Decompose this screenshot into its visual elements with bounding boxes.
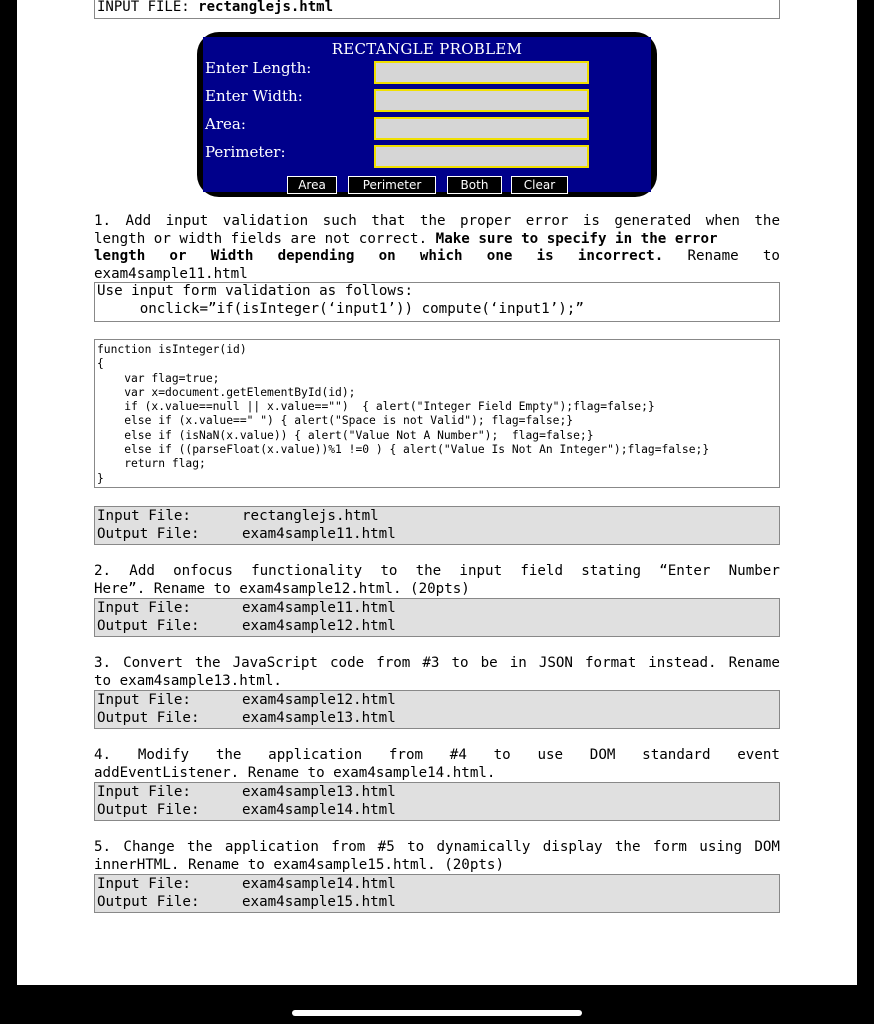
length-label: Enter Length: — [205, 59, 312, 77]
input-file-key: Input File: — [97, 784, 191, 800]
input-file-header — [94, 0, 780, 19]
rectangle-form-title: RECTANGLE PROBLEM — [331, 40, 523, 58]
q1-line-3: length or Width depending on which one is incorrect. Rename to — [94, 248, 780, 264]
output-file-value: exam4sample12.html — [242, 617, 396, 634]
io-box-3 — [94, 690, 780, 729]
q3-line-2: to exam4sample13.html. — [94, 672, 282, 689]
length-input[interactable] — [374, 61, 589, 84]
question-1 — [94, 213, 780, 283]
rectangle-form-panel — [203, 37, 651, 192]
output-file-key: Output File: — [97, 525, 200, 542]
io-box-1 — [94, 506, 780, 545]
input-file-name: rectanglejs.html — [198, 0, 334, 15]
q4-line-1: 4. Modify the application from #4 to use DOM standard event — [94, 747, 780, 763]
question-2 — [94, 563, 780, 598]
q3-line-1: 3. Convert the JavaScript code from #3 to be in JSON format instead. Rename — [94, 655, 780, 671]
code-block — [94, 339, 780, 488]
output-file-key: Output File: — [97, 893, 200, 910]
code-line: { — [97, 357, 104, 371]
document-page — [17, 0, 857, 985]
q5-line-2: innerHTML. Rename to exam4sample15.html. (20pts) — [94, 856, 504, 873]
question-3 — [94, 655, 780, 690]
output-file-value: exam4sample15.html — [242, 893, 396, 910]
input-file-value: exam4sample11.html — [242, 600, 396, 616]
input-file-value: exam4sample14.html — [242, 876, 396, 892]
input-file-key: Input File: — [97, 692, 191, 708]
input-file-key: Input File: — [97, 600, 191, 616]
input-file-value: rectanglejs.html — [242, 508, 379, 524]
area-label: Area: — [205, 115, 246, 133]
input-file-key: Input File: — [97, 876, 191, 892]
home-indicator[interactable] — [292, 1010, 582, 1016]
io-box-4 — [94, 782, 780, 821]
output-file-key: Output File: — [97, 801, 200, 818]
q2-line-2: Here”. Rename to exam4sample12.html. (20pts) — [94, 580, 470, 597]
input-file-value: exam4sample12.html — [242, 692, 396, 708]
code-line: function isInteger(id) — [97, 343, 247, 356]
validation-line-2: onclick=”if(isInteger(‘input1’)) compute(‘input1’);” — [97, 300, 584, 317]
input-file-label: INPUT FILE: — [97, 0, 199, 15]
code-line: else if (isNaN(x.value)) { alert("Value Not A Number"); flag=false;} — [97, 428, 594, 442]
question-4 — [94, 747, 780, 782]
output-file-value: exam4sample11.html — [242, 525, 396, 542]
output-file-value: exam4sample14.html — [242, 801, 396, 818]
area-button[interactable]: Area — [287, 176, 337, 194]
q2-line-1: 2. Add onfocus functionality to the input field stating “Enter Number — [94, 563, 780, 579]
perimeter-label: Perimeter: — [205, 143, 286, 161]
code-line: else if ((parseFloat(x.value))%1 !=0 ) { alert("Value Is Not An Integer");flag=false;} — [97, 443, 710, 457]
output-file-key: Output File: — [97, 709, 200, 726]
validation-box — [94, 282, 780, 322]
io-box-5 — [94, 874, 780, 913]
width-input[interactable] — [374, 89, 589, 112]
both-button[interactable]: Both — [447, 176, 502, 194]
area-output[interactable] — [374, 117, 589, 140]
perimeter-output[interactable] — [374, 145, 589, 168]
output-file-key: Output File: — [97, 617, 200, 634]
code-line: if (x.value==null || x.value=="") { alert("Integer Field Empty");flag=false;} — [97, 400, 655, 414]
code-line: } — [97, 471, 104, 485]
q4-line-2: addEventListener. Rename to exam4sample14.html. — [94, 764, 496, 781]
validation-line-1: Use input form validation as follows: — [97, 283, 414, 299]
rectangle-form — [197, 32, 657, 197]
perimeter-button[interactable]: Perimeter — [348, 176, 436, 194]
clear-button[interactable]: Clear — [511, 176, 568, 194]
q5-line-1: 5. Change the application from #5 to dynamically display the form using DOM — [94, 839, 780, 855]
code-line: else if (x.value==" ") { alert("Space is not Valid"); flag=false;} — [97, 414, 574, 428]
code-line: var x=document.getElementById(id); — [97, 385, 356, 399]
question-5 — [94, 839, 780, 874]
code-line: var flag=true; — [97, 371, 220, 385]
input-file-value: exam4sample13.html — [242, 784, 396, 800]
width-label: Enter Width: — [205, 87, 303, 105]
q1-line-2: length or width fields are not correct. Make sure to specify in the error — [94, 230, 718, 247]
output-file-value: exam4sample13.html — [242, 709, 396, 726]
io-box-2 — [94, 598, 780, 637]
input-file-key: Input File: — [97, 508, 191, 524]
q1-line-4: exam4sample11.html — [94, 265, 248, 282]
code-line: return flag; — [97, 457, 206, 471]
q1-line-1: 1. Add input validation such that the proper error is generated when the — [94, 213, 780, 229]
